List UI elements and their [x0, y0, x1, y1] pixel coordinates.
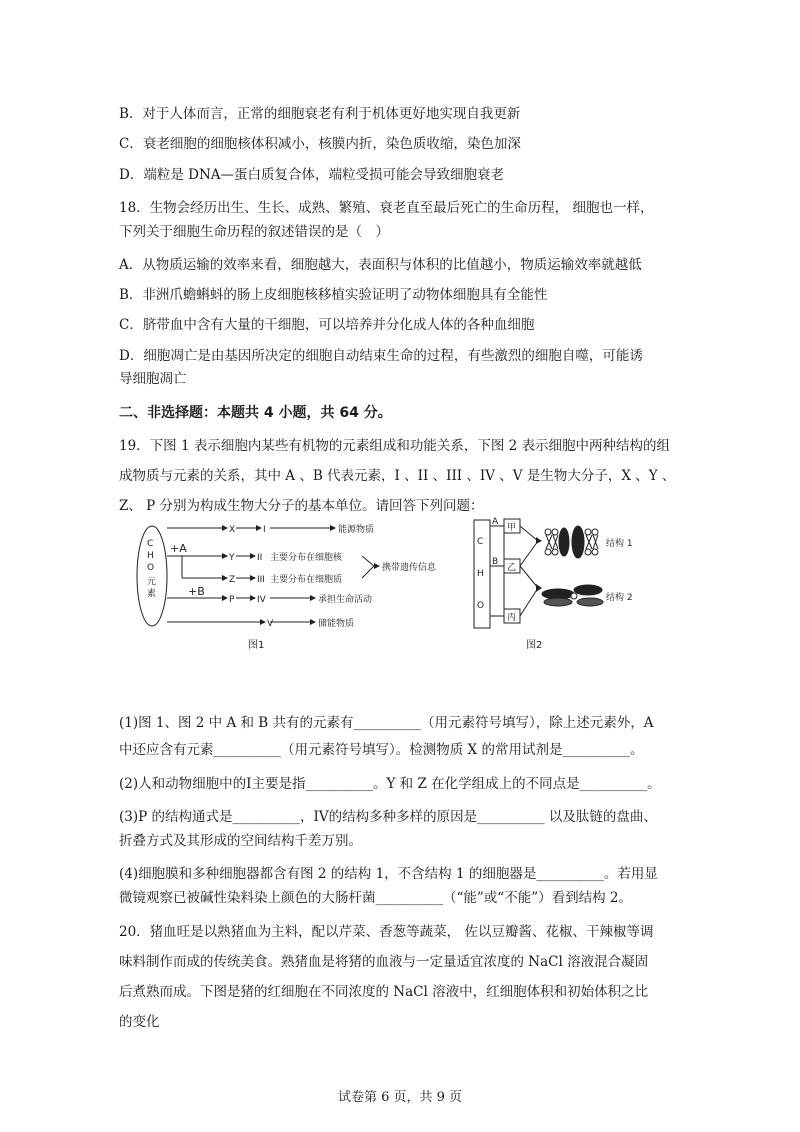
macro-i: I [263, 525, 266, 535]
box-bing-label: 丙 [507, 613, 517, 623]
element-su: 素 [147, 589, 157, 599]
box-yi-label: 乙 [507, 563, 517, 573]
structure-2-label: 结构 2 [606, 593, 633, 603]
figure-1-caption: 图1 [248, 640, 265, 651]
plus-b-label: +B [188, 585, 205, 598]
func-ii: 主要分布在细胞核 [270, 553, 343, 563]
section-heading: 二、非选择题：本题共 4 小题，共 64 分。 [119, 405, 392, 421]
q19-part4: (4)细胞膜和多种细胞器都含有图 2 的结构 1，不含结构 1 的细胞器是__________。若用显 [119, 866, 658, 882]
question-19-stem-2: 成物质与元素的关系，其中 A 、B 代表元素，I 、II 、III 、IV 、V 是生物大分子，X 、Y 、 [119, 468, 676, 484]
membrane-structure [545, 526, 598, 558]
fig2-element-h: H [477, 569, 484, 579]
option-d-q17: D．端粒是 DNA—蛋白质复合体，端粒受损可能会导致细胞衰老 [119, 167, 504, 183]
element-o: O [147, 563, 155, 573]
func-iv: 承担生命活动 [318, 595, 373, 605]
q19-part3-cont: 折叠方式及其形成的空间结构千差万别。 [119, 833, 362, 849]
shared-func: 携带遗传信息 [382, 563, 437, 573]
macro-iv: IV [257, 595, 266, 605]
question-20-stem: 20．猪血旺是以熟猪血为主料，配以芹菜、香葱等蔬菜， 佐以豆瓣酱、花椒、干辣椒等调 [119, 924, 654, 940]
option-d-q18: D．细胞凋亡是由基因所决定的细胞自动结束生命的过程，有些激烈的细胞自噬，可能诱 [119, 348, 643, 364]
q19-part2: (2)人和动物细胞中的I主要是指__________。Y 和 Z 在化学组成上的不同点是__________。 [119, 776, 661, 792]
macro-iii: III [257, 575, 265, 585]
fig2-element-o: O [477, 601, 485, 611]
figure-2 [466, 516, 706, 656]
question-18-stem-cont: 下列关于细胞生命历程的叙述错误的是（ ） [119, 224, 389, 240]
q19-part3: (3)P 的结构通式是__________，IV的结构多种多样的原因是__________ 以及肽链的盘曲、 [119, 809, 657, 825]
macro-v: V [267, 619, 274, 629]
option-c-q17: C．衰老细胞的细胞核体积减小，核膜内折，染色质收缩，染色加深 [119, 136, 521, 152]
element-yuan: 元 [147, 577, 157, 587]
q19-part1-cont: 中还应含有元素__________（用元素符号填写）。检测物质 X 的常用试剂是__________。 [119, 742, 644, 758]
element-c: C [147, 539, 154, 549]
option-b-q17: B．对于人体而言，正常的细胞衰老有利于机体更好地实现自我更新 [119, 106, 521, 122]
question-19-stem: 19．下图 1 表示细胞内某些有机物的元素组成和功能关系，下图 2 表示细胞中两种结构的组 [119, 438, 671, 454]
box-jia-label: 甲 [507, 523, 517, 533]
unit-z: Z [229, 575, 236, 585]
figure-2-caption: 图2 [526, 640, 543, 651]
fig2-label-a: A [492, 517, 499, 527]
question-19-stem-3: Z、 P 分别为构成生物大分子的基本单位。请回答下列问题： [119, 498, 484, 514]
figure-1 [130, 516, 437, 656]
unit-p: P [229, 595, 235, 605]
option-c-q18: C．脐带血中含有大量的干细胞，可以培养并分化成人体的各种血细胞 [119, 317, 535, 333]
func-iii: 主要分布在细胞质 [270, 575, 343, 585]
question-20-stem-3: 后煮熟而成。下图是猪的红细胞在不同浓度的 NaCl 溶液中，红细胞体积和初始体积之比 [119, 984, 649, 1000]
fig2-element-c: C [477, 537, 484, 547]
unit-y: Y [229, 553, 235, 563]
element-h: H [147, 551, 154, 561]
page-footer: 试卷第 6 页，共 9 页 [337, 1090, 463, 1105]
option-a-q18: A．从物质运输的效率来看，细胞越大，表面积与体积的比值越小，物质运输效率就越低 [119, 257, 642, 273]
func-v: 储能物质 [318, 619, 355, 629]
plus-a-label: +A [170, 542, 187, 555]
macro-ii: II [257, 553, 263, 563]
question-20-stem-2: 味料制作而成的传统美食。熟猪血是将猪的血液与一定量适宜浓度的 NaCl 溶液混合凝固 [119, 954, 649, 970]
q19-part4-cont: 微镜观察已被碱性染料染上颜色的大肠杆菌__________（“能”或“不能”）看到结构 2。 [119, 890, 632, 906]
question-20-stem-4: 的变化 [119, 1014, 160, 1030]
option-d-q18-cont: 导细胞凋亡 [119, 371, 187, 387]
unit-x: X [229, 525, 236, 535]
option-b-q18: B．非洲爪蟾蝌蚪的肠上皮细胞核移植实验证明了动物体细胞具有全能性 [119, 287, 548, 303]
fig2-label-b: B [492, 557, 499, 567]
question-18-stem: 18．生物会经历出生、生长、成熟、繁殖、衰老直至最后死亡的生命历程， 细胞也一样， [119, 200, 654, 216]
func-i: 能源物质 [338, 525, 375, 535]
q19-part1: (1)图 1、图 2 中 A 和 B 共有的元素有__________（用元素符号填写），除上述元素外，A [119, 715, 654, 731]
chromosome-structure [542, 585, 603, 606]
structure-1-label: 结构 1 [606, 539, 633, 549]
